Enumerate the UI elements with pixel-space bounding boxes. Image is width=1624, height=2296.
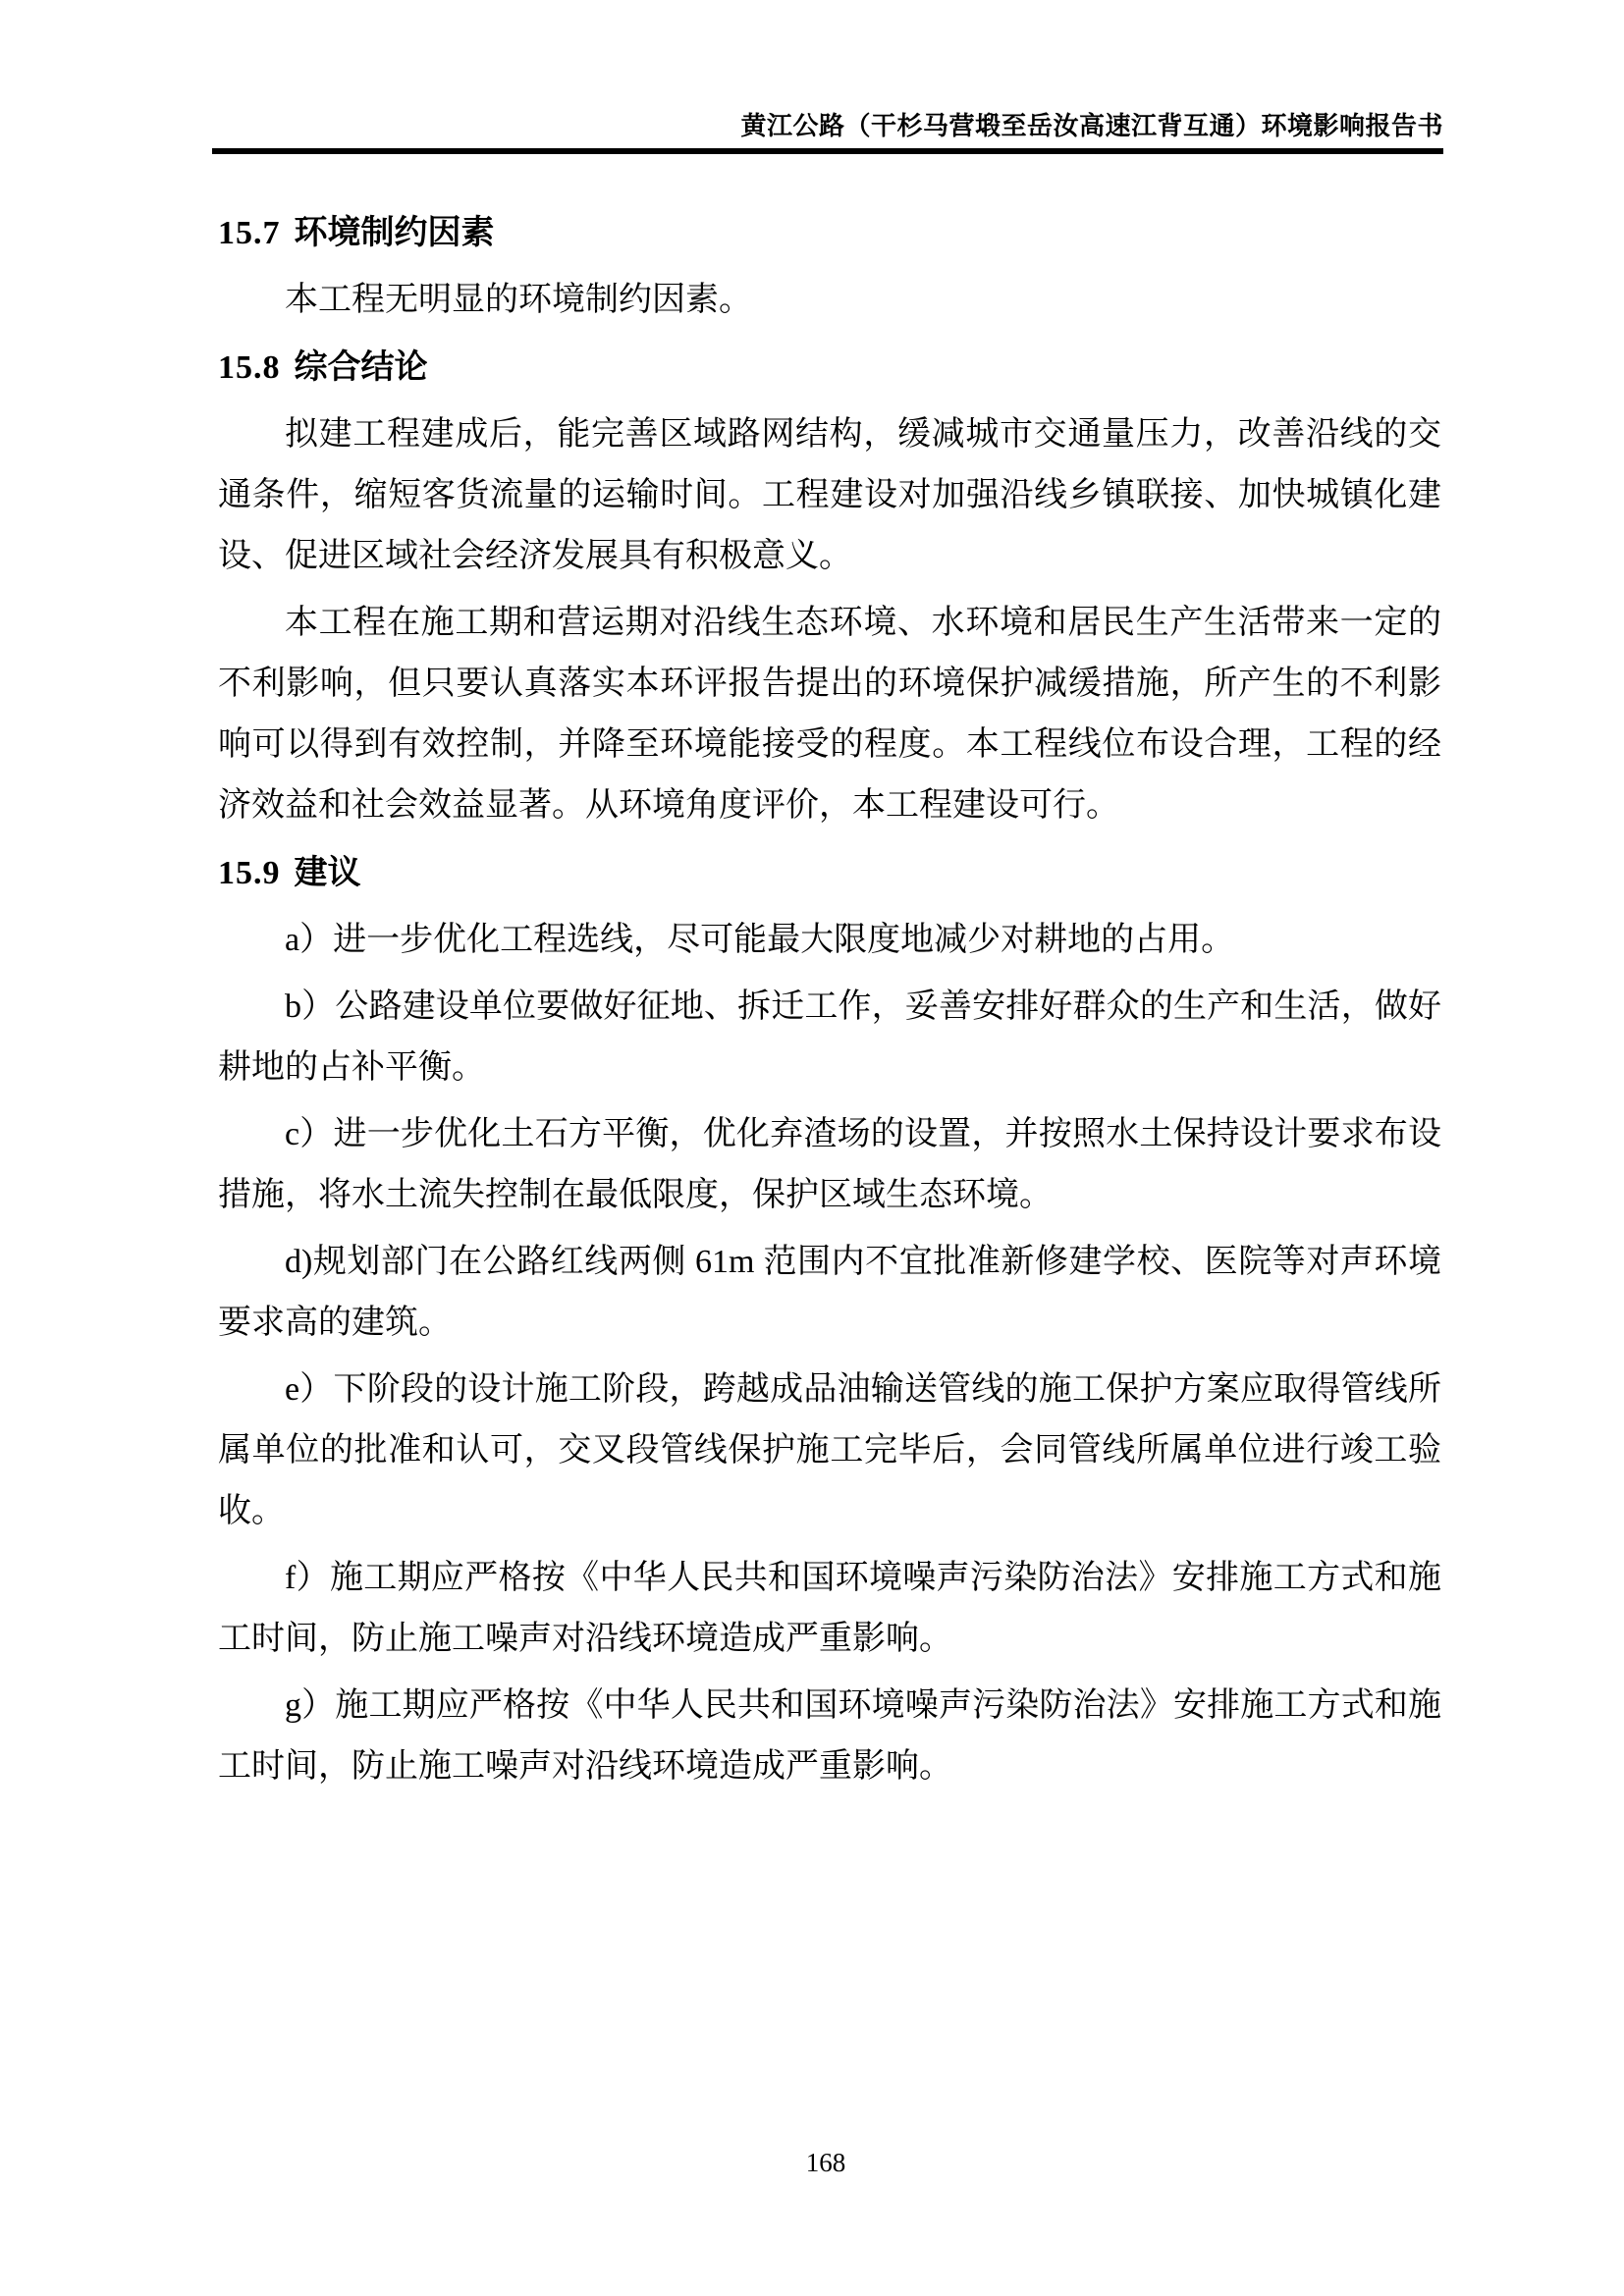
body-paragraph: g）施工期应严格按《中华人民共和国环境噪声污染防治法》安排施工方式和施工时间，防止施工噪声对沿线环境造成严重影响。: [218, 1687, 1441, 1785]
page-number: 168: [805, 2148, 846, 2177]
section-heading: [218, 202, 1441, 264]
body-paragraph: 本工程无明显的环境制约因素。: [285, 282, 752, 318]
body-paragraph: b）公路建设单位要做好征地、拆迁工作，妥善安排好群众的生产和生活，做好耕地的占补平衡。: [218, 988, 1441, 1086]
report-section: [218, 202, 1441, 331]
body-paragraph: f）施工期应严格按《中华人民共和国环境噪声污染防治法》安排施工方式和施工时间，防止施工噪声对沿线环境造成严重影响。: [218, 1560, 1441, 1657]
page-footer: [0, 2146, 1624, 2179]
body-paragraph: a）进一步优化工程选线，尽可能最大限度地减少对耕地的占用。: [285, 922, 1235, 958]
body-paragraph: 本工程在施工期和营运期对沿线生态环境、水环境和居民生产生活带来一定的不利影响，但只要认真落实本环评报告提出的环境保护减缓措施，所产生的不利影响可以得到有效控制，并降至环境能接受的程度。本工程线位布设合理，工程的经济效益和社会效益显著。从环境角度评价，本工程建设可行。: [218, 605, 1441, 824]
section-heading: [218, 337, 1441, 399]
header-title: 黄江公路（干杉马营塅至岳汝高速江背互通）环境影响报告书: [740, 112, 1443, 140]
section-heading: [218, 842, 1441, 904]
section-title: 建议: [294, 854, 361, 891]
document-body: [218, 202, 1441, 1797]
section-title: 环境制约因素: [294, 214, 495, 251]
report-section: [218, 842, 1441, 1797]
header-rule: [212, 148, 1443, 154]
section-number: 15.9: [218, 855, 281, 891]
body-paragraph: e）下阶段的设计施工阶段，跨越成品油输送管线的施工保护方案应取得管线所属单位的批准和认可，交叉段管线保护施工完毕后，会同管线所属单位进行竣工验收。: [218, 1371, 1441, 1529]
report-section: [218, 337, 1441, 836]
body-paragraph: 拟建工程建成后，能完善区域路网结构，缓减城市交通量压力，改善沿线的交通条件，缩短客货流量的运输时间。工程建设对加强沿线乡镇联接、加快城镇化建设、促进区域社会经济发展具有积极意义。: [218, 416, 1441, 574]
body-paragraph: c）进一步优化土石方平衡，优化弃渣场的设置，并按照水土保持设计要求布设措施，将水土流失控制在最低限度，保护区域生态环境。: [218, 1116, 1441, 1213]
section-number: 15.8: [218, 349, 281, 386]
section-number: 15.7: [218, 215, 281, 251]
body-paragraph: d)规划部门在公路红线两侧 61m 范围内不宜批准新修建学校、医院等对声环境要求高的建筑。: [218, 1244, 1441, 1341]
section-title: 综合结论: [294, 348, 428, 386]
